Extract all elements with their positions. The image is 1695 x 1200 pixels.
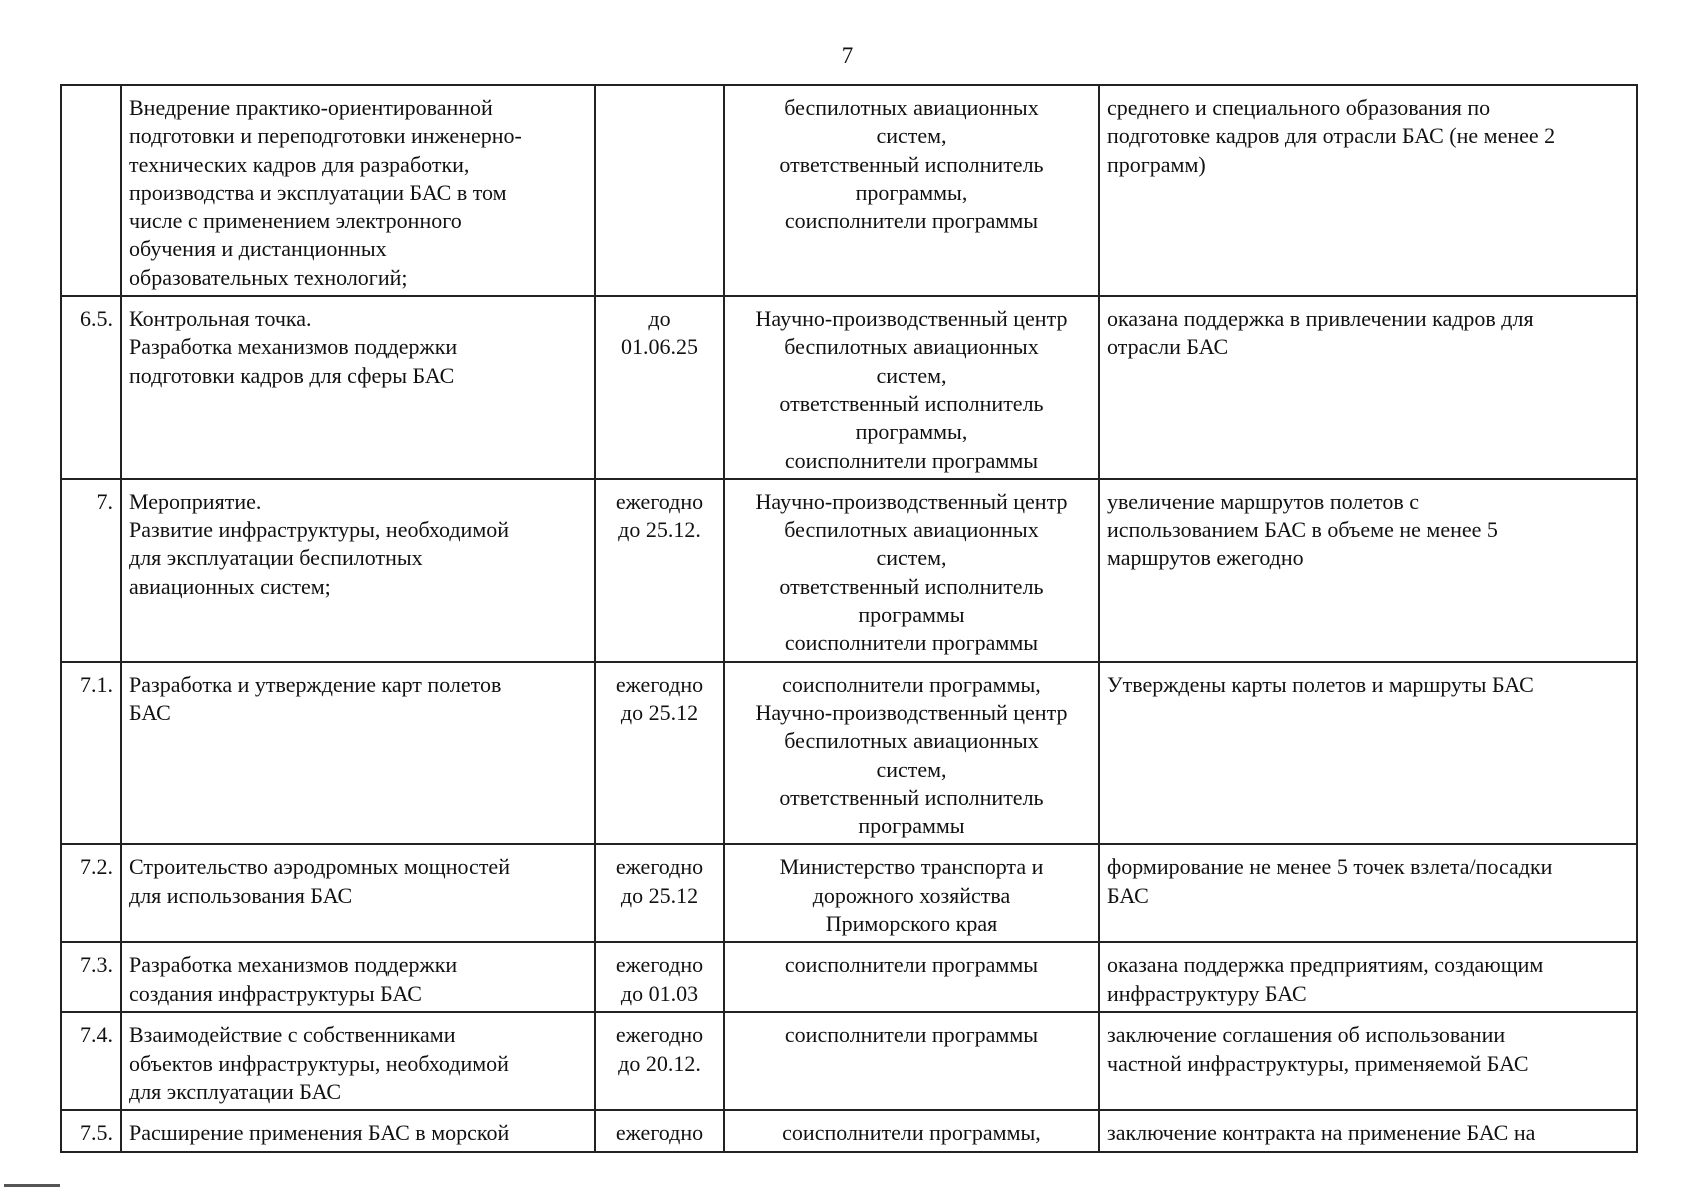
result-line: подготовке кадров для отрасли БАС (не менее 2 — [1107, 123, 1556, 149]
row-number-text: 7.2. — [80, 854, 113, 880]
row-number — [61, 85, 121, 296]
activity-executors — [724, 662, 1099, 845]
row-number-text: 7.4. — [80, 1022, 113, 1048]
activity-result — [1099, 85, 1637, 296]
activity-name-line: числе с применением электронного — [129, 208, 462, 234]
executors-line: программы — [858, 602, 965, 628]
executors-line: ответственный исполнитель — [779, 151, 1044, 177]
result-line: среднего и специального образования по — [1107, 95, 1491, 120]
activity-deadline — [595, 1012, 724, 1110]
executors-line: беспилотных авиационных — [784, 728, 1039, 754]
activity-name-line: Разработка механизмов поддержки — [129, 952, 458, 978]
activity-result — [1099, 1012, 1637, 1110]
row-number — [61, 479, 121, 662]
row-number — [61, 1012, 121, 1110]
page-number: 7 — [841, 43, 854, 68]
executors-line: беспилотных авиационных — [784, 334, 1039, 360]
row-number — [61, 296, 121, 479]
result-line: программ) — [1107, 151, 1206, 177]
activity-name-line: подготовки и переподготовки инженерно- — [129, 123, 522, 149]
result-line: БАС — [1107, 882, 1149, 908]
activity-executors — [724, 296, 1099, 479]
activity-name — [121, 662, 595, 845]
deadline-line: до 20.12. — [618, 1050, 701, 1076]
activity-name-line: Взаимодействие с собственниками — [129, 1022, 456, 1048]
row-number — [61, 844, 121, 942]
executors-line: Научно-производственный центр — [755, 306, 1068, 332]
activity-name — [121, 479, 595, 662]
executors-line: ответственный исполнитель — [779, 573, 1044, 599]
executors-line: Приморского края — [825, 911, 998, 937]
deadline-line: ежегодно — [615, 1022, 704, 1048]
activity-executors — [724, 85, 1099, 296]
activity-name-line: образовательных технологий; — [129, 264, 408, 290]
activity-name-line: создания инфраструктуры БАС — [129, 980, 422, 1006]
executors-line: соисполнители программы — [784, 952, 1039, 978]
table-row — [61, 662, 1637, 845]
activity-name — [121, 942, 595, 1012]
executors-line: соисполнители программы, — [782, 671, 1041, 697]
executors-line: систем, — [876, 123, 947, 149]
activity-result — [1099, 662, 1637, 845]
executors-line: Министерство транспорта и — [779, 854, 1044, 880]
executors-line: соисполнители программы — [784, 1022, 1039, 1048]
activity-deadline — [595, 942, 724, 1012]
result-line: использованием БАС в объеме не менее 5 — [1107, 517, 1498, 543]
executors-line: Научно-производственный центр — [755, 699, 1068, 725]
result-line: оказана поддержка в привлечении кадров для — [1107, 306, 1534, 332]
activity-name-line: Мероприятие. — [129, 488, 262, 514]
activity-deadline — [595, 662, 724, 845]
activity-executors — [724, 844, 1099, 942]
executors-line: соисполнители программы, — [782, 1120, 1041, 1146]
executors-line: соисполнители программы — [784, 447, 1039, 473]
activity-name-line: объектов инфраструктуры, необходимой — [129, 1050, 509, 1076]
activity-deadline — [595, 479, 724, 662]
deadline-line: до 01.03 — [620, 980, 699, 1006]
activity-name-line: подготовки кадров для сферы БАС — [129, 362, 455, 388]
executors-line: ответственный исполнитель — [779, 784, 1044, 810]
table-row — [61, 1012, 1637, 1110]
row-number-text: 7.1. — [80, 671, 113, 697]
activity-name — [121, 844, 595, 942]
activity-name-line: для использования БАС — [129, 882, 353, 908]
table-row — [61, 942, 1637, 1012]
result-line: формирование не менее 5 точек взлета/посадки — [1107, 854, 1553, 880]
activity-name-line: для эксплуатации беспилотных — [129, 545, 423, 571]
executors-line: соисполнители программы — [784, 208, 1039, 234]
deadline-line: до 25.12. — [618, 517, 701, 543]
activity-executors — [724, 479, 1099, 662]
activity-name-line: Контрольная точка. — [129, 306, 312, 332]
executors-line: соисполнители программы — [784, 630, 1039, 656]
executors-line: программы, — [855, 419, 968, 445]
row-number — [61, 942, 121, 1012]
row-number-text: 7.5. — [80, 1120, 113, 1146]
executors-line: систем, — [876, 756, 947, 782]
executors-line: программы, — [855, 179, 968, 205]
activity-name-line: технических кадров для разработки, — [129, 151, 470, 177]
activity-name-line: Расширение применения БАС в морской — [129, 1120, 510, 1146]
deadline-line: 01.06.25 — [621, 334, 698, 360]
activity-table — [60, 84, 1638, 1153]
table-row — [61, 479, 1637, 662]
result-line: заключение соглашения об использовании — [1107, 1022, 1506, 1048]
activity-executors — [724, 942, 1099, 1012]
table-row — [61, 85, 1637, 296]
deadline-line: ежегодно — [615, 1120, 704, 1146]
row-number-text: 7.3. — [80, 952, 113, 978]
activity-executors — [724, 1012, 1099, 1110]
activity-deadline — [595, 1110, 724, 1151]
executors-line: программы — [858, 813, 965, 839]
activity-executors — [724, 1110, 1099, 1151]
result-line: инфраструктуру БАС — [1107, 980, 1307, 1006]
activity-result — [1099, 1110, 1637, 1151]
deadline-line: до 25.12 — [620, 882, 699, 908]
activity-result — [1099, 479, 1637, 662]
activity-name-line: для эксплуатации БАС — [129, 1078, 342, 1104]
activity-name-line: Строительство аэродромных мощностей — [129, 854, 510, 880]
executors-line: ответственный исполнитель — [779, 390, 1044, 416]
executors-line: систем, — [876, 362, 947, 388]
deadline-line: ежегодно — [615, 671, 704, 697]
activity-name — [121, 85, 595, 296]
activity-deadline — [595, 296, 724, 479]
deadline-line: ежегодно — [615, 952, 704, 978]
row-number-text: 6.5. — [80, 306, 113, 332]
deadline-line: ежегодно — [615, 488, 704, 514]
result-line: заключение контракта на применение БАС на — [1107, 1120, 1536, 1146]
result-line: частной инфраструктуры, применяемой БАС — [1107, 1050, 1529, 1076]
activity-name — [121, 296, 595, 479]
activity-name-line: авиационных систем; — [129, 573, 331, 599]
table-row — [61, 844, 1637, 942]
activity-name-line: Разработка и утверждение карт полетов — [129, 671, 502, 697]
deadline-line: до — [648, 306, 671, 332]
executors-line: Научно-производственный центр — [755, 488, 1068, 514]
activity-name-line: Разработка механизмов поддержки — [129, 334, 458, 360]
executors-line: беспилотных авиационных — [784, 95, 1039, 120]
result-line: оказана поддержка предприятиям, создающим — [1107, 952, 1544, 978]
executors-line: дорожного хозяйства — [812, 882, 1011, 908]
activity-name-line: Внедрение практико-ориентированной — [129, 95, 493, 120]
activity-name-line: обучения и дистанционных — [129, 236, 387, 262]
activity-name-line: Развитие инфраструктуры, необходимой — [129, 517, 510, 543]
activity-name — [121, 1110, 595, 1151]
activity-result — [1099, 296, 1637, 479]
result-line: отрасли БАС — [1107, 334, 1229, 360]
row-number — [61, 662, 121, 845]
result-line: Утверждены карты полетов и маршруты БАС — [1107, 671, 1534, 697]
row-number — [61, 1110, 121, 1151]
result-line: увеличение маршрутов полетов с — [1107, 488, 1420, 514]
activity-deadline — [595, 844, 724, 942]
deadline-line: ежегодно — [615, 854, 704, 880]
table-row — [61, 1110, 1637, 1151]
row-number-text: 7. — [96, 488, 113, 514]
executors-line: беспилотных авиационных — [784, 517, 1039, 543]
result-line: маршрутов ежегодно — [1107, 545, 1304, 571]
activity-table-body — [61, 85, 1637, 1152]
activity-result — [1099, 942, 1637, 1012]
activity-name-line: производства и эксплуатации БАС в том — [129, 179, 507, 205]
activity-result — [1099, 844, 1637, 942]
activity-deadline — [595, 85, 724, 296]
executors-line: систем, — [876, 545, 947, 571]
footer-mark — [4, 1184, 60, 1187]
activity-name-line: БАС — [129, 699, 171, 725]
deadline-line: до 25.12 — [620, 699, 699, 725]
activity-name — [121, 1012, 595, 1110]
table-row — [61, 296, 1637, 479]
